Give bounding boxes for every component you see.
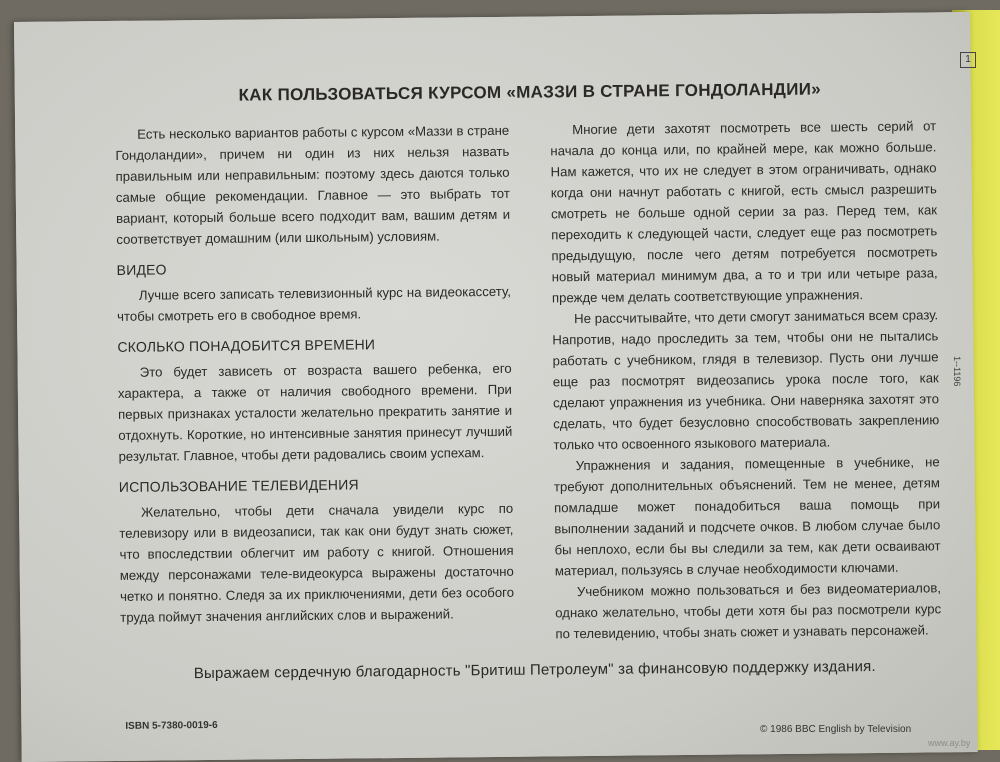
heading-video: ВИДЕО [116, 261, 167, 278]
acknowledgement: Выражаем сердечную благодарность "Бритиш Петролеум" за финансовую поддержку издания. [193, 658, 876, 683]
right-column [550, 115, 941, 644]
exercises-paragraph: Упражнения и задания, помещенные в учебнике, не требуют дополнительных объяснений. Тем не менее, детям помладше может понадобиться ваша помощь при выполнении заданий и подсчете очков. В любом случае было бы неплохо, если бы вы следили за тем, как дети осваивают материал, пользуясь в случае необходимости ключами. [553, 454, 941, 579]
heading-tv: ИСПОЛЬЗОВАНИЕ ТЕЛЕВИДЕНИЯ [118, 476, 359, 495]
textbook-paragraph: Учебником можно пользоваться и без видеоматериалов, однако желательно, чтобы дети хотя бы раз посмотрели курс по телевидению, чтобы знать сюжет и узнавать персонажей. [555, 580, 942, 642]
page-title: КАК ПОЛЬЗОВАТЬСЯ КУРСОМ «МАЗЗИ В СТРАНЕ ГОНДОЛАНДИИ» [238, 79, 822, 105]
time-paragraph: Это будет зависеть от возраста вашего ребенка, его характера, а также от наличия свободного времени. При первых признаках усталости желательно прекратить занятие и отдохнуть. Короткие, но интенсивные занятия принесут лучший результат. Главное, чтобы дети радовались своим успехам. [117, 360, 513, 464]
watermark: www.ay.by [928, 738, 971, 748]
page-number: 1 [960, 52, 976, 68]
side-print-code: 1--1196 [952, 356, 962, 387]
pace-paragraph: Не рассчитывайте, что дети смогут заниматься всем сразу. Напротив, надо проследить за тем, чтобы они не пытались работать с учебником, глядя в телевизор. Пусть они лучше еще раз посмотрят видеозапись урока после того, как сделают упражнения из учебника. Они наверняка захотят это сделать, что будет безусловно способствовать закреплению только что освоенного языкового материала. [552, 307, 940, 453]
tv-paragraph: Желательно, чтобы дети сначала увидели курс по телевизору или в видеозаписи, так как они будут знать сюжет, что впоследствии облегчит им работу с книгой. Отношения между персонажами теле-видеокурса выражены достаточно четко и понятно. Следя за их приключениями, дети без особого труда поймут значения английских слов и выражений. [119, 500, 515, 625]
copyright: © 1986 BBC English by Television [760, 724, 912, 735]
series-paragraph: Многие дети захотят посмотреть все шесть серий от начала до конца или, по крайней мере, как можно больше. Нам кажется, что их не следует в этом ограничивать, однако когда они начнут работать с книгой, есть смысл разрешить смотреть не больше одной серии за раз. Перед тем, как переходить к следующей части, следует еще раз посмотреть предыдущую, после чего детям потребуется посмотреть новый материал минимум два, а то и три или четыре раза, прежде чем делать соответствующие упражнения. [550, 118, 938, 306]
video-paragraph: Лучше всего записать телевизионный курс на видеокассету, чтобы смотреть его в свободное время. [117, 283, 511, 324]
intro-paragraph: Есть несколько вариантов работы с курсом «Маззи в стране Гондоландии», причем ни один из них нельзя назвать правильным или неправильным: поэтому здесь даются только самые общие рекомендации. Главное — это выбрать тот вариант, который больше всего подходит вам, вашим детям и соответствует домашним (или школьным) условиям. [115, 122, 511, 247]
left-column [115, 120, 514, 628]
book-page [14, 12, 978, 762]
isbn: ISBN 5-7380-0019-6 [125, 719, 218, 732]
heading-time: СКОЛЬКО ПОНАДОБИТСЯ ВРЕМЕНИ [117, 336, 376, 355]
